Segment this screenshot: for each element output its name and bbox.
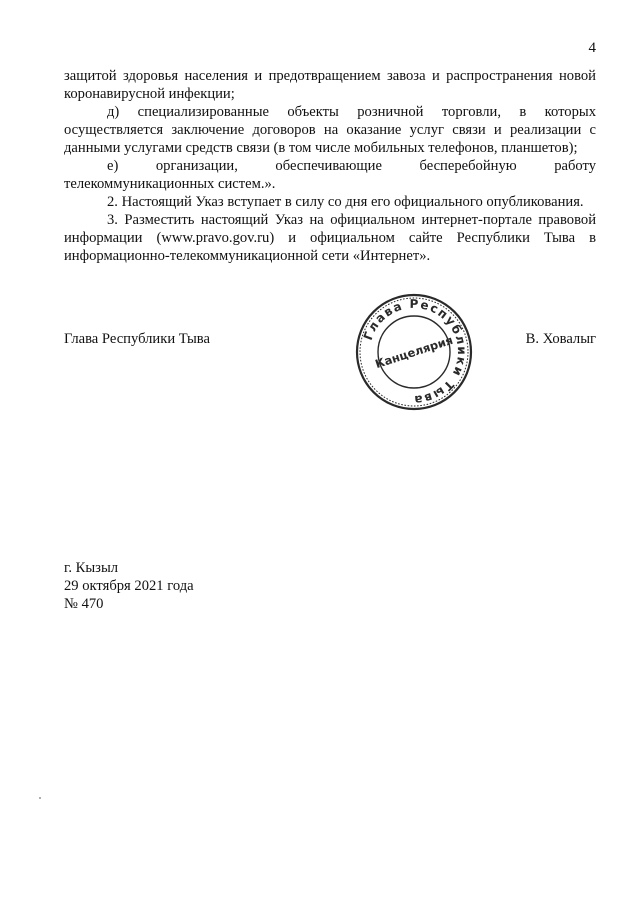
paragraph-point-3: 3. Разместить настоящий Указ на официальном интернет-портале правовой информации (www.pravo.gov.ru) и официальном сайте Республики Тыва в информационно-телекоммуникационной сети «Интернет». — [64, 212, 596, 264]
issue-date: 29 октября 2021 года — [64, 578, 194, 594]
signer-title: Глава Республики Тыва — [64, 331, 210, 347]
stamp-ring-text: Глава Республики Тыва — [360, 296, 470, 408]
document-body — [64, 67, 596, 265]
decree-number: № 470 — [64, 596, 104, 612]
stamp-center-text: Канцелярия — [373, 332, 455, 372]
paragraph-item-e-end: телекоммуникационных систем.». — [64, 176, 276, 192]
issue-city: г. Кызыл — [64, 560, 119, 576]
signature-block — [64, 331, 596, 351]
document-footer — [64, 559, 194, 613]
signer-name: В. Ховалыг — [525, 331, 596, 347]
paragraph-point-2: 2. Настоящий Указ вступает в силу со дня его официального опубликования. — [107, 194, 584, 210]
paragraph-item-e: е) организации, обеспечивающие бесперебойную работу — [107, 158, 596, 174]
page-number: 4 — [588, 40, 596, 56]
paragraph-item-d: д) специализированные объекты розничной торговли, в которых осуществляется заключение договоров на оказание услуг связи и реализации с данными услугами средств связи (в том числе мобильных телефонов, планшетов); — [64, 104, 596, 156]
scan-speck — [39, 797, 41, 799]
official-stamp — [354, 292, 474, 412]
paragraph-continuation: защитой здоровья населения и предотвращением завоза и распространения новой коронавирусной инфекции; — [64, 68, 596, 102]
stamp-seal-icon — [354, 292, 474, 412]
